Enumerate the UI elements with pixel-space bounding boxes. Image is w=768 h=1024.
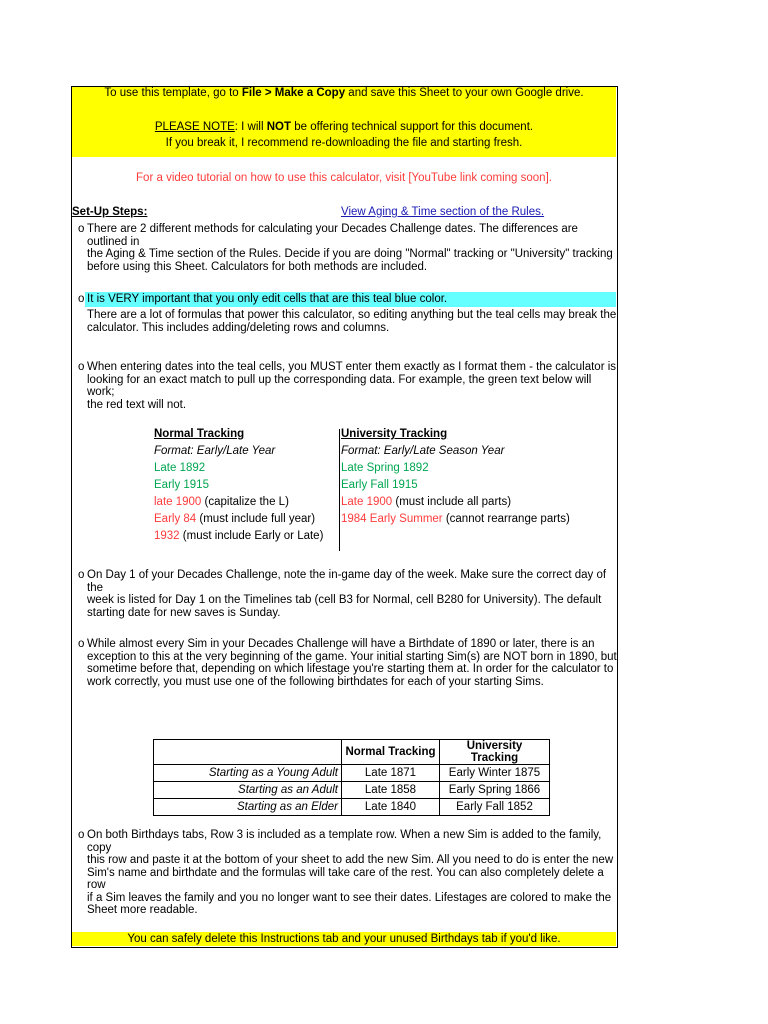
please-note-label: PLEASE NOTE	[154, 121, 235, 133]
column-divider	[339, 429, 340, 551]
text-line: While almost every Sim in your Decades Challenge will have a Birthdate of 1890 or later, there is an	[87, 638, 595, 650]
valid-example: Early Fall 1915	[341, 479, 418, 491]
paragraph-birthdates	[87, 638, 617, 688]
invalid-note: (must include Early or Late)	[179, 530, 324, 542]
text-line: work correctly, you must use one of the following birthdates for each of your starting Sims.	[87, 675, 544, 688]
text-line: starting date for new saves is Sunday.	[87, 606, 281, 619]
teal-cell-example[interactable]: It is VERY important that you only edit cells that are this teal blue color.	[85, 292, 616, 307]
text-line: There are 2 different methods for calculating your Decades Challenge dates. The differences are outlined in	[87, 223, 578, 248]
table-cell: Late 1840	[342, 799, 440, 816]
text-line: looking for an exact match to pull up the corresponding data. For example, the green text below will work;	[87, 373, 592, 398]
text-line: the red text will not.	[87, 398, 187, 411]
invalid-note: (must include full year)	[196, 513, 316, 525]
paragraph-formulas	[87, 309, 617, 334]
header-block	[72, 87, 616, 157]
instructions-sheet	[71, 86, 618, 948]
valid-example: Early 1915	[154, 479, 209, 491]
invalid-value: Late 1900	[341, 496, 393, 508]
table-header-university: University Tracking	[440, 740, 550, 765]
paragraph-date-format	[87, 361, 617, 411]
text-line: sometime before that, depending on which lifestage you're starting them at. In order for the calculator to	[87, 663, 614, 675]
invalid-example	[154, 494, 323, 511]
text-line: if a Sim leaves the family and you no longer want to see their dates. Lifestages are colored to make the	[87, 891, 612, 904]
invalid-example	[154, 528, 323, 545]
copy-instruction	[72, 87, 616, 99]
text-line: Sheet more readable.	[87, 904, 198, 916]
university-format: Format: Early/Late Season Year	[341, 445, 505, 457]
make-a-copy-label: File > Make a Copy	[241, 87, 346, 99]
redownload-note: If you break it, I recommend re-downloading the file and starting fresh.	[165, 137, 523, 149]
table-row	[154, 765, 550, 782]
valid-example: Late Spring 1892	[341, 462, 429, 474]
text-line: When entering dates into the teal cells, you MUST enter them exactly as I format them - the calculator is	[87, 361, 617, 373]
table-cell: Late 1858	[342, 782, 440, 799]
table-row	[154, 782, 550, 799]
table-cell: Early Spring 1866	[440, 782, 550, 799]
bullet-2: o	[78, 293, 85, 305]
bullet-4: o	[78, 569, 85, 581]
invalid-note: (capitalize the L)	[201, 496, 289, 508]
normal-tracking-examples	[154, 426, 323, 545]
bullet-5: o	[78, 638, 85, 650]
invalid-note: (cannot rearrange parts)	[442, 513, 570, 525]
invalid-value: 1984 Early Summer	[341, 513, 443, 525]
table-cell: Starting as a Young Adult	[154, 765, 342, 782]
setup-steps-title: Set-Up Steps:	[72, 206, 148, 218]
copy-instruction-text: To use this template, go to	[104, 87, 242, 99]
text-line: exception to this at the very beginning of the game. Your initial starting Sim(s) are NOT born in 1890, but	[87, 650, 617, 663]
text-line: There are a lot of formulas that power this calculator, so editing anything but the teal cells may break the	[87, 309, 617, 321]
rules-link[interactable]: View Aging & Time section of the Rules.	[341, 206, 545, 218]
text-line: week is listed for Day 1 on the Timelines tab (cell B3 for Normal, cell B280 for University). The default	[87, 594, 602, 606]
normal-format: Format: Early/Late Year	[154, 445, 276, 457]
note-text-end: be offering technical support for this document.	[291, 121, 534, 133]
video-tutorial-note: For a video tutorial on how to use this calculator, visit [YouTube link coming soon].	[136, 172, 552, 184]
invalid-value: late 1900	[154, 496, 202, 508]
text-line: On Day 1 of your Decades Challenge, note the in-game day of the week. Make sure the correct day of the	[87, 569, 607, 594]
university-tracking-title: University Tracking	[341, 428, 448, 440]
starting-birthdates-table	[153, 739, 550, 816]
invalid-value: 1932	[154, 530, 180, 542]
note-not: NOT	[266, 121, 292, 133]
footer-note: You can safely delete this Instructions tab and your unused Birthdays tab if you'd like.	[72, 932, 616, 946]
table-cell: Starting as an Elder	[154, 799, 342, 816]
table-cell: Early Winter 1875	[440, 765, 550, 782]
table-header-blank	[154, 740, 342, 765]
invalid-value: Early 84	[154, 513, 197, 525]
paragraph-day-one	[87, 569, 617, 619]
text-line: before using this Sheet. Calculators for both methods are included.	[87, 260, 428, 273]
text-line: Sim's name and birthdate and the formulas will take care of the rest. You can also completely delete a row	[87, 866, 604, 891]
table-header-row	[154, 740, 550, 765]
copy-instruction-end: and save this Sheet to your own Google drive.	[345, 87, 584, 99]
bullet-1: o	[78, 223, 85, 235]
text-line: this row and paste it at the bottom of your sheet to add the new Sim. All you need to do is enter the new	[87, 854, 614, 866]
note-text: : I will	[234, 121, 267, 133]
text-line: On both Birthdays tabs, Row 3 is included as a template row. When a new Sim is added to the family, copy	[87, 829, 602, 854]
invalid-example	[341, 511, 570, 528]
paragraph-methods	[87, 223, 617, 273]
university-tracking-examples	[341, 426, 570, 528]
text-line: the Aging & Time section of the Rules. Decide if you are doing "Normal" tracking or "University" tracking	[87, 248, 613, 260]
text-line: calculator. This includes adding/deleting rows and columns.	[87, 321, 390, 334]
table-cell: Early Fall 1852	[440, 799, 550, 816]
invalid-note: (must include all parts)	[392, 496, 512, 508]
table-cell: Late 1871	[342, 765, 440, 782]
invalid-example	[341, 494, 570, 511]
bullet-3: o	[78, 361, 85, 373]
support-note	[72, 121, 616, 133]
table-row	[154, 799, 550, 816]
table-cell: Starting as an Adult	[154, 782, 342, 799]
valid-example: Late 1892	[154, 462, 206, 474]
normal-tracking-title: Normal Tracking	[154, 428, 245, 440]
table-header-normal: Normal Tracking	[342, 740, 440, 765]
bullet-6: o	[78, 829, 85, 841]
invalid-example	[154, 511, 323, 528]
paragraph-birthdays-tab	[87, 829, 617, 917]
